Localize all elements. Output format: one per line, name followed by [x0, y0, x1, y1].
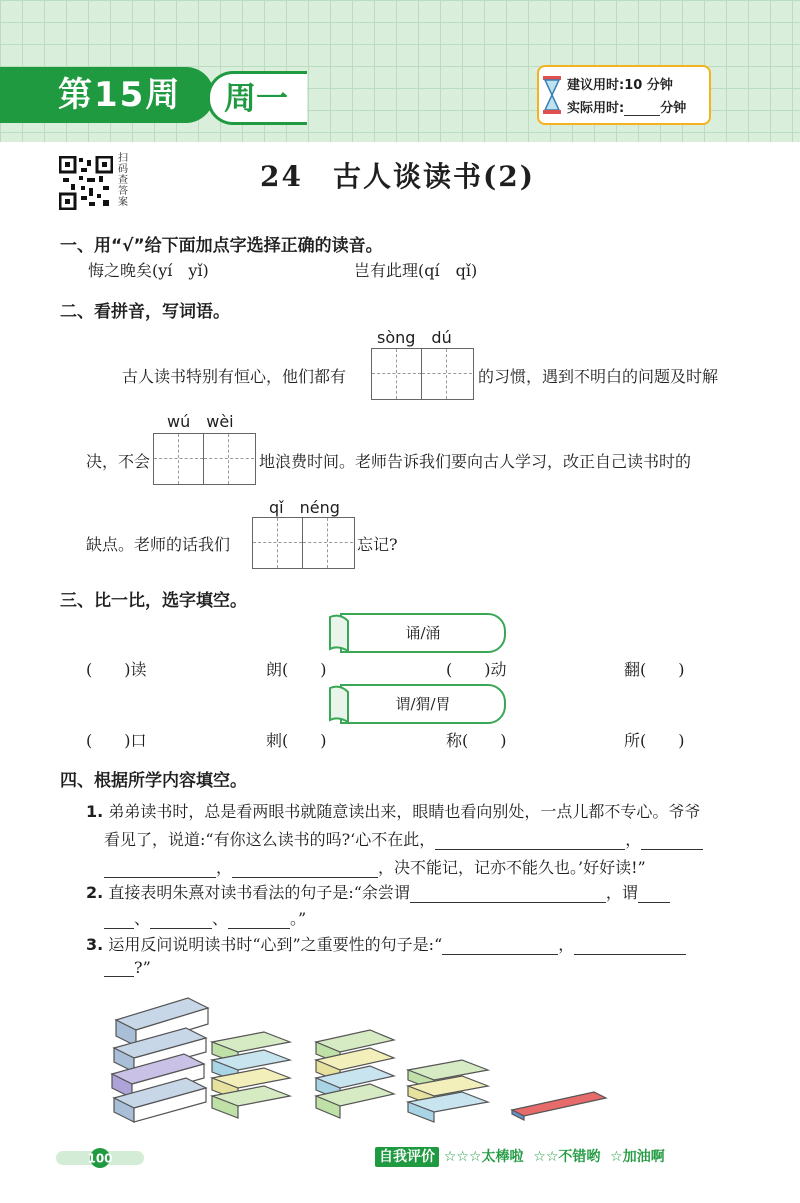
question-1-line3: ， ，决不能记，记亦不能久也。’好好读!” — [104, 855, 646, 878]
passage-line1-a: 古人读书特别有恒心，他们都有 — [122, 367, 347, 386]
section3-title: 三、比一比，选字填空。 — [60, 591, 247, 611]
answer-blank[interactable] — [574, 938, 686, 955]
question-3-text-a: 运用反问说明读书时“心到”之重要性的句子是:“ — [108, 935, 443, 954]
char-group-1 — [340, 613, 506, 653]
rating-keep-going[interactable]: 加油啊 — [622, 1149, 665, 1165]
section1-title: 一、用“√”给下面加点字选择正确的读音。 — [60, 236, 383, 256]
question-2-line1 — [86, 880, 670, 903]
char-group-2 — [340, 684, 506, 724]
answer-grid-wuwei[interactable] — [153, 433, 256, 485]
passage-line1-b: 的习惯，遇到不明白的问题及时解 — [478, 367, 719, 386]
passage-line2-b: 地浪费时间。老师告诉我们要向古人学习，改正自己读书时的 — [259, 452, 692, 471]
qr-code-icon — [59, 156, 113, 210]
scroll-icon — [326, 611, 354, 653]
passage-line2-a: 决，不会 — [86, 452, 151, 471]
section1-item-1[interactable]: 悔之晚矣(yí yǐ) — [88, 261, 209, 280]
scroll-icon — [326, 682, 354, 724]
actual-time-blank[interactable] — [624, 101, 660, 116]
pinyin-songdu: sòng dú — [377, 328, 452, 347]
answer-blank[interactable] — [435, 833, 625, 850]
time-box — [537, 65, 711, 125]
answer-blank[interactable] — [150, 912, 212, 929]
fill-1-4[interactable]: 翻( ) — [624, 660, 685, 679]
question-1-text-c: ，决不能记，记亦不能久也。’好好读!” — [378, 858, 646, 877]
question-3-text-b: ?” — [134, 958, 151, 977]
section2-title: 二、看拼音，写词语。 — [60, 302, 230, 322]
answer-blank[interactable] — [232, 861, 378, 878]
star-icon[interactable]: ☆☆ — [528, 1149, 559, 1165]
page-number: 100 — [87, 1151, 113, 1166]
fill-2-1[interactable]: ( )口 — [86, 731, 147, 750]
answer-blank[interactable] — [442, 938, 558, 955]
fill-1-2[interactable]: 朗( ) — [266, 660, 327, 679]
answer-blank[interactable] — [228, 912, 290, 929]
question-3-line1: 3. 运用反问说明读书时“心到”之重要性的句子是:“ ， — [86, 932, 686, 955]
char-group-2-label: 谓/猬/胃 — [395, 695, 451, 713]
fill-1-1[interactable]: ( )读 — [86, 660, 147, 679]
question-1-text-a: 弟弟读书时，总是看两眼书就随意读出来，眼睛也看向别处，一点儿都不专心。爷爷 — [108, 802, 701, 821]
section1-item-2[interactable]: 岂有此理(qí qǐ) — [354, 261, 478, 280]
question-2-number: 2. — [86, 883, 104, 902]
answer-blank[interactable] — [104, 960, 134, 977]
fill-1-3[interactable]: ( )动 — [446, 660, 507, 679]
actual-time-unit: 分钟 — [660, 101, 687, 116]
question-2-text-b: ，谓 — [605, 883, 638, 902]
answer-grid-qineng[interactable] — [252, 517, 355, 569]
answer-blank[interactable] — [104, 861, 216, 878]
answer-blank[interactable] — [410, 886, 606, 903]
question-3-number: 3. — [86, 935, 104, 954]
question-1-number: 1. — [86, 802, 104, 821]
books-illustration — [108, 990, 613, 1125]
passage-line3-b: 忘记? — [357, 535, 398, 554]
day-label: 周一 — [207, 71, 307, 125]
fill-2-3[interactable]: 称( ) — [446, 731, 507, 750]
week-banner: 第15周 — [0, 67, 214, 123]
section4-title: 四、根据所学内容填空。 — [60, 771, 247, 791]
qr-caption: 扫码查答案 — [118, 153, 128, 208]
pinyin-wuwei: wú wèi — [167, 412, 234, 431]
pinyin-qineng: qǐ néng — [269, 498, 340, 517]
actual-time-label: 实际用时: — [567, 101, 625, 116]
question-1-line2: 看见了，说道:“有你这么读书的吗?‘心不在此， ， — [104, 827, 703, 850]
answer-blank[interactable] — [104, 912, 134, 929]
star-icon[interactable]: ☆ — [605, 1149, 623, 1165]
lesson-title: 24 古人谈读书(2) — [260, 160, 535, 193]
question-2-text-a: 直接表明朱熹对读书看法的句子是:“余尝谓 — [108, 883, 410, 902]
actual-time — [567, 97, 686, 116]
hourglass-icon — [542, 75, 562, 117]
self-eval-label: 自我评价 — [375, 1147, 439, 1167]
answer-grid-songdu[interactable] — [371, 348, 474, 400]
char-group-1-label: 诵/涌 — [405, 624, 441, 642]
question-1-line1 — [86, 799, 750, 822]
star-icon[interactable]: ☆☆☆ — [443, 1149, 482, 1165]
suggested-time: 建议用时:10 分钟 — [567, 78, 673, 93]
question-2-line2: 、 、 。” — [104, 906, 306, 929]
passage-line3-a: 缺点。老师的话我们 — [86, 535, 231, 554]
self-evaluation — [375, 1146, 665, 1166]
question-1-text-b: 看见了，说道:“有你这么读书的吗?‘心不在此， — [104, 830, 436, 849]
question-3-line2 — [104, 958, 151, 977]
answer-blank[interactable] — [641, 833, 703, 850]
answer-blank[interactable] — [638, 886, 670, 903]
fill-2-4[interactable]: 所( ) — [624, 731, 685, 750]
rating-excellent[interactable]: 太棒啦 — [481, 1149, 524, 1165]
rating-good[interactable]: 不错哟 — [558, 1149, 601, 1165]
page-number-badge — [56, 1148, 144, 1168]
fill-2-2[interactable]: 刺( ) — [266, 731, 327, 750]
